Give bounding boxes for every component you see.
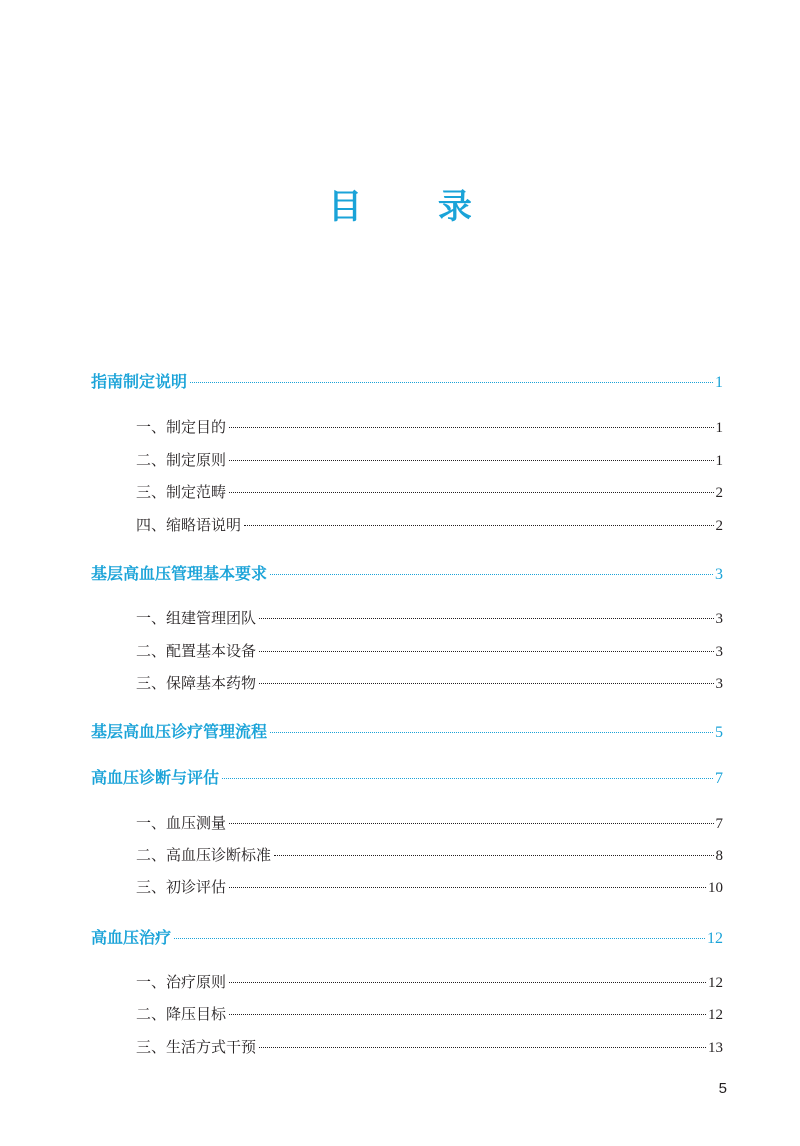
dot-leader xyxy=(222,778,713,779)
toc-entry-page: 12 xyxy=(707,930,723,947)
toc-entry-page: 1 xyxy=(715,420,723,436)
toc-chapter-entry[interactable] xyxy=(91,766,723,791)
toc-entry-page: 8 xyxy=(715,848,723,864)
toc-entry-label: 一、制定目的 xyxy=(136,418,227,436)
dot-leader xyxy=(229,1014,706,1015)
toc-chapter-entry[interactable] xyxy=(91,720,723,745)
toc-entry-page: 5 xyxy=(715,724,723,741)
toc-section-entry[interactable] xyxy=(136,1002,723,1027)
dot-leader xyxy=(270,732,713,733)
dot-leader xyxy=(259,1047,706,1048)
dot-leader xyxy=(259,683,713,684)
toc-entry-label: 三、初诊评估 xyxy=(136,878,227,896)
dot-leader xyxy=(229,492,713,493)
page-number: 5 xyxy=(718,1080,727,1097)
dot-leader xyxy=(229,887,706,888)
toc-entry-page: 3 xyxy=(715,644,723,660)
toc-entry-label: 二、高血压诊断标准 xyxy=(136,846,272,864)
toc-entry-label: 三、生活方式干预 xyxy=(136,1038,257,1056)
dot-leader xyxy=(229,982,706,983)
page-title: 目 录 xyxy=(328,187,504,227)
toc-section-entry[interactable] xyxy=(136,970,723,995)
toc-entry-label: 三、保障基本药物 xyxy=(136,674,257,692)
toc-chapter-entry[interactable] xyxy=(91,562,723,587)
toc-entry-page: 1 xyxy=(715,374,723,391)
toc-chapter-entry[interactable] xyxy=(91,926,723,951)
toc-entry-label: 一、组建管理团队 xyxy=(136,609,257,627)
dot-leader xyxy=(259,651,713,652)
toc-entry-label: 四、缩略语说明 xyxy=(136,516,242,534)
dot-leader xyxy=(270,574,713,575)
toc-entry-page: 2 xyxy=(715,518,723,534)
toc-entry-label: 高血压诊断与评估 xyxy=(91,768,220,787)
dot-leader xyxy=(229,823,713,824)
toc-entry-label: 基层高血压诊疗管理流程 xyxy=(91,722,268,741)
dot-leader xyxy=(259,618,713,619)
toc-entry-label: 二、制定原则 xyxy=(136,451,227,469)
toc-chapter-entry[interactable] xyxy=(91,370,723,395)
toc-entry-page: 2 xyxy=(715,485,723,501)
toc-section-entry[interactable] xyxy=(136,639,723,664)
toc-entry-label: 基层高血压管理基本要求 xyxy=(91,564,268,583)
dot-leader xyxy=(274,855,713,856)
toc-entry-page: 3 xyxy=(715,611,723,627)
toc-entry-page: 1 xyxy=(715,453,723,469)
dot-leader xyxy=(244,525,713,526)
toc-section-entry[interactable] xyxy=(136,448,723,473)
toc-entry-page: 10 xyxy=(708,880,723,896)
toc-entry-label: 二、配置基本设备 xyxy=(136,642,257,660)
toc-section-entry[interactable] xyxy=(136,1035,723,1060)
toc-section-entry[interactable] xyxy=(136,513,723,538)
toc-section-entry[interactable] xyxy=(136,875,723,900)
toc-section-entry[interactable] xyxy=(136,811,723,836)
toc-entry-page: 13 xyxy=(708,1040,723,1056)
dot-leader xyxy=(229,460,713,461)
toc-section-entry[interactable] xyxy=(136,606,723,631)
toc-entry-page: 12 xyxy=(708,975,723,991)
toc-entry-page: 7 xyxy=(715,816,723,832)
toc-entry-label: 二、降压目标 xyxy=(136,1005,227,1023)
toc-section-entry[interactable] xyxy=(136,843,723,868)
toc-entry-label: 一、血压测量 xyxy=(136,814,227,832)
toc-entry-label: 高血压治疗 xyxy=(91,928,172,947)
dot-leader xyxy=(190,382,713,383)
toc-entry-page: 12 xyxy=(708,1007,723,1023)
toc-section-entry[interactable] xyxy=(136,480,723,505)
dot-leader xyxy=(174,938,705,939)
toc-entry-label: 一、治疗原则 xyxy=(136,973,227,991)
dot-leader xyxy=(229,427,713,428)
toc-entry-page: 3 xyxy=(715,676,723,692)
toc-section-entry[interactable] xyxy=(136,671,723,696)
toc-section-entry[interactable] xyxy=(136,415,723,440)
toc-entry-page: 7 xyxy=(715,770,723,787)
toc-entry-label: 三、制定范畴 xyxy=(136,483,227,501)
toc-entry-label: 指南制定说明 xyxy=(91,372,188,391)
toc-entry-page: 3 xyxy=(715,566,723,583)
